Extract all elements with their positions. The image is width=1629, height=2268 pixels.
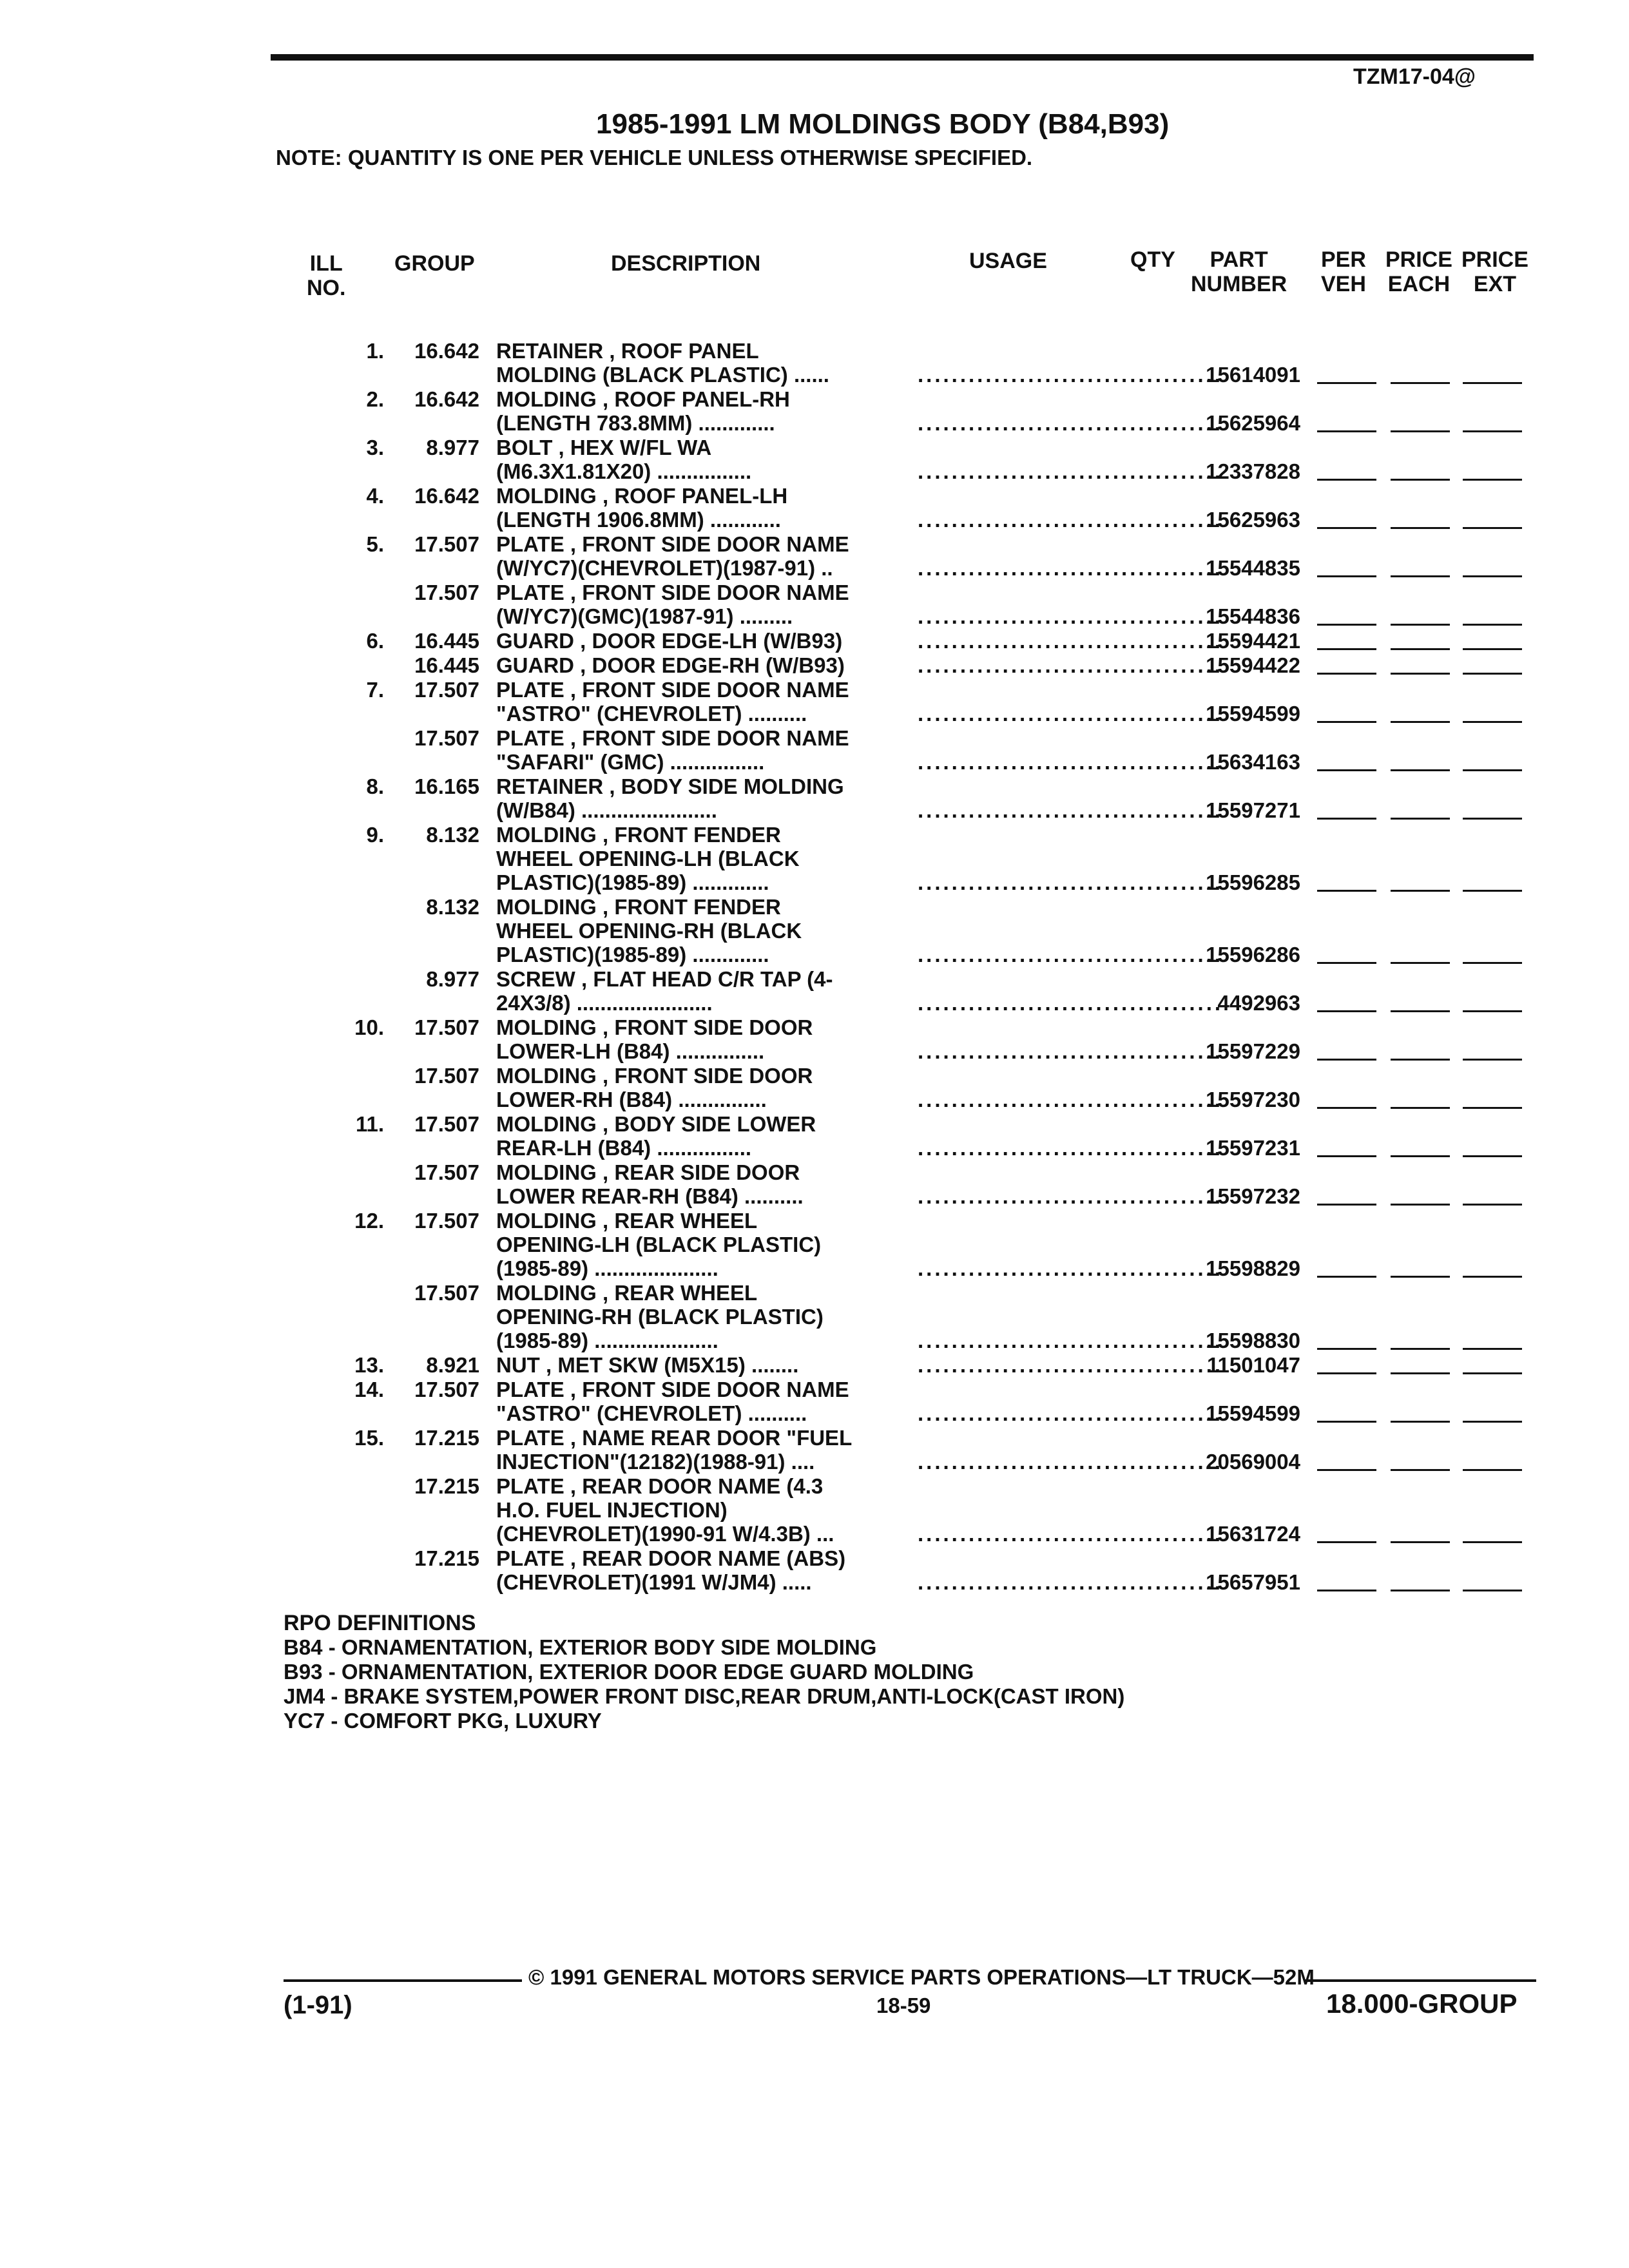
- part-number: 15625964: [1206, 411, 1300, 435]
- price-ext-blank: [1463, 1421, 1522, 1423]
- part-row: [0, 1281, 1629, 1352]
- part-name: MOLDING: [496, 387, 597, 411]
- part-detail: , DOOR EDGE-RH (W/B93): [580, 653, 845, 677]
- part-detail: , FLAT HEAD C/R TAP (4- 24X3/8) .......................: [496, 967, 833, 1015]
- per-veh-blank: [1317, 769, 1376, 771]
- part-detail: , FRONT SIDE DOOR NAME "ASTRO" (CHEVROLET) ..........: [496, 678, 849, 726]
- per-veh-blank: [1317, 430, 1376, 432]
- usage-leader-dots: ....................................: [918, 943, 1224, 966]
- ill-number: 15.: [354, 1426, 384, 1450]
- usage-leader-dots: ....................................: [918, 604, 1224, 628]
- part-detail: , FRONT SIDE DOOR NAME "SAFARI" (GMC) ................: [496, 726, 849, 774]
- usage-leader-dots: ....................................: [918, 1136, 1224, 1160]
- part-detail: , BODY SIDE LOWER REAR-LH (B84) ................: [496, 1112, 816, 1160]
- group-number: 17.507: [414, 532, 479, 556]
- usage-leader-dots: ....................................: [918, 991, 1224, 1015]
- part-detail: , FRONT SIDE DOOR NAME (W/YC7)(CHEVROLET)(1987-91) ..: [496, 532, 849, 580]
- ill-number: 7.: [366, 678, 384, 702]
- ill-number: 8.: [366, 774, 384, 798]
- part-detail: , FRONT SIDE DOOR NAME (W/YC7)(GMC)(1987-91) .........: [496, 581, 849, 628]
- part-number: 4492963: [1217, 991, 1300, 1015]
- part-description: [496, 1064, 813, 1111]
- part-detail: , BODY SIDE MOLDING (W/B84) .......................: [496, 774, 844, 822]
- usage-leader-dots: ....................................: [918, 363, 1224, 387]
- group-number: 16.642: [414, 339, 479, 363]
- ill-number: 13.: [354, 1353, 384, 1377]
- part-detail: , REAR WHEEL OPENING-LH (BLACK PLASTIC) (1985-89) .....................: [496, 1209, 822, 1280]
- usage-leader-dots: ....................................: [918, 798, 1224, 822]
- price-each-blank: [1391, 1590, 1450, 1591]
- ill-number: 5.: [366, 532, 384, 556]
- price-each-blank: [1391, 1010, 1450, 1012]
- per-veh-blank: [1317, 1107, 1376, 1109]
- part-row: [0, 1015, 1629, 1063]
- part-description: [496, 1281, 824, 1352]
- part-detail: , ROOF PANEL-RH (LENGTH 783.8MM) .............: [496, 387, 790, 435]
- part-row: [0, 774, 1629, 822]
- part-name: RETAINER: [496, 774, 604, 798]
- part-number: 15598829: [1206, 1256, 1300, 1280]
- part-number: 11501047: [1206, 1353, 1300, 1377]
- part-row: [0, 387, 1629, 435]
- price-ext-blank: [1463, 1541, 1522, 1543]
- price-ext-blank: [1463, 648, 1522, 650]
- price-ext-blank: [1463, 890, 1522, 892]
- part-detail: , NAME REAR DOOR "FUEL INJECTION"(12182)(1988-91) ....: [496, 1426, 853, 1474]
- part-description: [496, 1160, 804, 1208]
- per-veh-blank: [1317, 624, 1376, 626]
- part-name: SCREW: [496, 967, 575, 991]
- group-number: 16.642: [414, 387, 479, 411]
- part-row: [0, 653, 1629, 677]
- price-each-blank: [1391, 648, 1450, 650]
- part-row: [0, 967, 1629, 1015]
- part-name: GUARD: [496, 629, 574, 653]
- price-ext-blank: [1463, 1590, 1522, 1591]
- part-number: 15597232: [1206, 1184, 1300, 1208]
- price-ext-blank: [1463, 769, 1522, 771]
- part-description: [496, 823, 800, 894]
- part-description: [496, 581, 849, 628]
- group-number: 17.507: [414, 726, 479, 750]
- part-name: MOLDING: [496, 1209, 597, 1233]
- quantity-note: NOTE: QUANTITY IS ONE PER VEHICLE UNLESS OTHERWISE SPECIFIED.: [276, 146, 1033, 169]
- header-qty: QTY: [1130, 247, 1175, 272]
- part-name: MOLDING: [496, 823, 597, 847]
- price-ext-blank: [1463, 1155, 1522, 1157]
- part-row: [0, 1426, 1629, 1474]
- part-description: [496, 532, 849, 580]
- part-number: 20569004: [1206, 1450, 1300, 1474]
- part-detail: , REAR DOOR NAME (ABS) (CHEVROLET)(1991 W/JM4) .....: [496, 1546, 846, 1594]
- part-name: PLATE: [496, 1546, 564, 1570]
- header-description: DESCRIPTION: [611, 251, 761, 276]
- usage-leader-dots: ....................................: [918, 870, 1224, 894]
- usage-leader-dots: ....................................: [918, 1329, 1224, 1352]
- part-description: [496, 774, 844, 822]
- part-row: [0, 436, 1629, 483]
- group-number: 16.642: [414, 484, 479, 508]
- usage-leader-dots: ....................................: [918, 556, 1224, 580]
- ill-number: 14.: [354, 1378, 384, 1401]
- part-name: PLATE: [496, 1426, 564, 1450]
- part-row: [0, 1064, 1629, 1111]
- part-detail: , MET SKW (M5X15) ........: [546, 1353, 799, 1377]
- part-name: RETAINER: [496, 339, 604, 363]
- part-description: [496, 1015, 813, 1063]
- header-price-each: PRICE EACH: [1385, 247, 1452, 296]
- per-veh-blank: [1317, 1059, 1376, 1061]
- part-row: [0, 895, 1629, 966]
- part-row: [0, 484, 1629, 532]
- part-number: 15597230: [1206, 1088, 1300, 1111]
- part-number: 12337828: [1206, 459, 1300, 483]
- per-veh-blank: [1317, 1204, 1376, 1206]
- part-description: [496, 629, 842, 653]
- part-detail: , ROOF PANEL-LH (LENGTH 1906.8MM) ............: [496, 484, 788, 532]
- part-description: [496, 1112, 816, 1160]
- part-number: 15598830: [1206, 1329, 1300, 1352]
- part-row: [0, 1160, 1629, 1208]
- rpo-item: B93 - ORNAMENTATION, EXTERIOR DOOR EDGE GUARD MOLDING: [284, 1660, 974, 1684]
- per-veh-blank: [1317, 1348, 1376, 1350]
- usage-leader-dots: ....................................: [918, 508, 1224, 532]
- per-veh-blank: [1317, 1541, 1376, 1543]
- per-veh-blank: [1317, 818, 1376, 820]
- price-each-blank: [1391, 1107, 1450, 1109]
- part-row: [0, 1378, 1629, 1425]
- part-description: [496, 436, 751, 483]
- ill-number: 6.: [366, 629, 384, 653]
- group-number: 8.921: [426, 1353, 479, 1377]
- part-row: [0, 726, 1629, 774]
- part-row: [0, 823, 1629, 894]
- footer-rule-left: [284, 1979, 522, 1982]
- part-name: MOLDING: [496, 484, 597, 508]
- part-number: 15597229: [1206, 1039, 1300, 1063]
- price-each-blank: [1391, 1276, 1450, 1278]
- price-each-blank: [1391, 575, 1450, 577]
- part-description: [496, 895, 802, 966]
- group-number: 17.215: [414, 1474, 479, 1498]
- part-number: 15594599: [1206, 1401, 1300, 1425]
- price-each-blank: [1391, 1469, 1450, 1471]
- price-ext-blank: [1463, 1276, 1522, 1278]
- part-number: 15597271: [1206, 798, 1300, 822]
- group-number: 17.215: [414, 1426, 479, 1450]
- part-number: 15596285: [1206, 870, 1300, 894]
- footer-rule-right: [1304, 1979, 1536, 1982]
- group-number: 8.132: [426, 823, 479, 847]
- ill-number: 2.: [366, 387, 384, 411]
- part-row: [0, 1353, 1629, 1377]
- price-ext-blank: [1463, 1107, 1522, 1109]
- part-number: 15614091: [1206, 363, 1300, 387]
- per-veh-blank: [1317, 1276, 1376, 1278]
- usage-leader-dots: ....................................: [918, 1088, 1224, 1111]
- ill-number: 3.: [366, 436, 384, 459]
- part-name: NUT: [496, 1353, 540, 1377]
- price-ext-blank: [1463, 1204, 1522, 1206]
- rpo-definitions: [284, 1611, 1124, 1733]
- part-row: [0, 1546, 1629, 1594]
- price-ext-blank: [1463, 1010, 1522, 1012]
- group-number: 17.507: [414, 1281, 479, 1305]
- price-ext-blank: [1463, 624, 1522, 626]
- price-ext-blank: [1463, 1372, 1522, 1374]
- price-each-blank: [1391, 673, 1450, 675]
- part-name: BOLT: [496, 436, 553, 459]
- part-name: PLATE: [496, 1474, 564, 1498]
- per-veh-blank: [1317, 962, 1376, 964]
- group-number: 17.507: [414, 1112, 479, 1136]
- header-usage: USAGE: [969, 249, 1047, 273]
- price-each-blank: [1391, 1541, 1450, 1543]
- price-each-blank: [1391, 1204, 1450, 1206]
- usage-leader-dots: ....................................: [918, 653, 1224, 677]
- per-veh-blank: [1317, 479, 1376, 481]
- part-detail: , HEX W/FL WA (M6.3X1.81X20) ................: [496, 436, 752, 483]
- per-veh-blank: [1317, 890, 1376, 892]
- per-veh-blank: [1317, 648, 1376, 650]
- group-number: 8.132: [426, 895, 479, 919]
- price-each-blank: [1391, 430, 1450, 432]
- usage-leader-dots: ....................................: [918, 1039, 1224, 1063]
- ill-number: 4.: [366, 484, 384, 508]
- price-ext-blank: [1463, 1059, 1522, 1061]
- price-ext-blank: [1463, 527, 1522, 529]
- part-number: 15594422: [1206, 653, 1300, 677]
- part-number: 15634163: [1206, 750, 1300, 774]
- usage-leader-dots: ....................................: [918, 1353, 1224, 1377]
- part-description: [496, 1474, 834, 1546]
- ill-number: 10.: [354, 1015, 384, 1039]
- group-code: 18.000-GROUP: [1326, 1988, 1518, 2019]
- part-name: PLATE: [496, 678, 564, 702]
- price-each-blank: [1391, 1059, 1450, 1061]
- rpo-item: JM4 - BRAKE SYSTEM,POWER FRONT DISC,REAR DRUM,ANTI-LOCK(CAST IRON): [284, 1684, 1125, 1708]
- header-ill-no: ILL NO.: [307, 251, 346, 300]
- part-detail: , FRONT FENDER WHEEL OPENING-LH (BLACK PLASTIC)(1985-89) .............: [496, 823, 800, 894]
- price-each-blank: [1391, 721, 1450, 723]
- per-veh-blank: [1317, 673, 1376, 675]
- rpo-list: [284, 1635, 1124, 1733]
- part-number: 15625963: [1206, 508, 1300, 532]
- ill-number: 12.: [354, 1209, 384, 1233]
- group-number: 17.507: [414, 581, 479, 604]
- price-ext-blank: [1463, 673, 1522, 675]
- part-row: [0, 1209, 1629, 1280]
- part-detail: , DOOR EDGE-LH (W/B93): [580, 629, 843, 653]
- group-number: 8.977: [426, 967, 479, 991]
- usage-leader-dots: ....................................: [918, 1570, 1224, 1594]
- part-description: [496, 339, 829, 387]
- part-row: [0, 629, 1629, 653]
- page-title: 1985-1991 LM MOLDINGS BODY (B84,B93): [596, 108, 1170, 140]
- doc-code: TZM17-04@: [1353, 64, 1476, 89]
- price-ext-blank: [1463, 382, 1522, 384]
- price-each-blank: [1391, 624, 1450, 626]
- part-description: [496, 967, 833, 1015]
- part-number: 15597231: [1206, 1136, 1300, 1160]
- part-row: [0, 532, 1629, 580]
- usage-leader-dots: ....................................: [918, 702, 1224, 726]
- part-description: [496, 387, 790, 435]
- group-number: 16.165: [414, 774, 479, 798]
- part-row: [0, 1474, 1629, 1546]
- per-veh-blank: [1317, 1590, 1376, 1591]
- price-each-blank: [1391, 962, 1450, 964]
- price-ext-blank: [1463, 721, 1522, 723]
- part-number: 15657951: [1206, 1570, 1300, 1594]
- part-name: MOLDING: [496, 1281, 597, 1305]
- price-each-blank: [1391, 527, 1450, 529]
- group-number: 16.445: [414, 629, 479, 653]
- price-each-blank: [1391, 1372, 1450, 1374]
- group-number: 16.445: [414, 653, 479, 677]
- part-number: 15631724: [1206, 1522, 1300, 1546]
- per-veh-blank: [1317, 527, 1376, 529]
- per-veh-blank: [1317, 382, 1376, 384]
- per-veh-blank: [1317, 1469, 1376, 1471]
- part-description: [496, 1209, 821, 1280]
- part-row: [0, 581, 1629, 628]
- part-name: PLATE: [496, 532, 564, 556]
- ill-number: 1.: [366, 339, 384, 363]
- usage-leader-dots: ....................................: [918, 1184, 1224, 1208]
- usage-leader-dots: ....................................: [918, 1522, 1224, 1546]
- part-name: PLATE: [496, 726, 564, 750]
- price-each-blank: [1391, 1155, 1450, 1157]
- part-description: [496, 1353, 798, 1377]
- part-description: [496, 1426, 852, 1474]
- header-group: GROUP: [394, 251, 475, 276]
- part-number: 15594599: [1206, 702, 1300, 726]
- part-name: MOLDING: [496, 1015, 597, 1039]
- price-each-blank: [1391, 1421, 1450, 1423]
- part-number: 15596286: [1206, 943, 1300, 966]
- part-name: MOLDING: [496, 895, 597, 919]
- usage-leader-dots: ....................................: [918, 1256, 1224, 1280]
- part-detail: , FRONT FENDER WHEEL OPENING-RH (BLACK PLASTIC)(1985-89) .............: [496, 895, 802, 966]
- per-veh-blank: [1317, 1372, 1376, 1374]
- part-number: 15544836: [1206, 604, 1300, 628]
- usage-leader-dots: ....................................: [918, 750, 1224, 774]
- group-number: 8.977: [426, 436, 479, 459]
- group-number: 17.507: [414, 1064, 479, 1088]
- part-description: [496, 484, 787, 532]
- page-number: 18-59: [876, 1994, 931, 2017]
- copyright-notice: © 1991 GENERAL MOTORS SERVICE PARTS OPERATIONS—LT TRUCK—52M: [528, 1965, 1315, 1989]
- part-detail: , ROOF PANEL MOLDING (BLACK PLASTIC) ......: [496, 339, 829, 387]
- part-name: MOLDING: [496, 1064, 597, 1088]
- part-detail: , FRONT SIDE DOOR NAME "ASTRO" (CHEVROLET) ..........: [496, 1378, 849, 1425]
- per-veh-blank: [1317, 721, 1376, 723]
- rpo-item: B84 - ORNAMENTATION, EXTERIOR BODY SIDE MOLDING: [284, 1635, 877, 1659]
- part-row: [0, 1112, 1629, 1160]
- part-row: [0, 678, 1629, 726]
- part-description: [496, 1378, 849, 1425]
- part-row: [0, 339, 1629, 387]
- header-price-ext: PRICE EXT: [1461, 247, 1528, 296]
- rpo-item: YC7 - COMFORT PKG, LUXURY: [284, 1709, 602, 1733]
- page-code: (1-91): [284, 1991, 352, 2019]
- part-detail: , REAR SIDE DOOR LOWER REAR-RH (B84) ..........: [496, 1160, 804, 1208]
- usage-leader-dots: ....................................: [918, 1450, 1224, 1474]
- part-name: MOLDING: [496, 1160, 597, 1184]
- part-name: PLATE: [496, 1378, 564, 1401]
- per-veh-blank: [1317, 1155, 1376, 1157]
- part-number: 15594421: [1206, 629, 1300, 653]
- part-name: PLATE: [496, 581, 564, 604]
- ill-number: 9.: [366, 823, 384, 847]
- part-description: [496, 1546, 845, 1594]
- group-number: 17.507: [414, 1378, 479, 1401]
- group-number: 17.507: [414, 678, 479, 702]
- header-part-number: PART NUMBER: [1191, 247, 1287, 296]
- part-detail: , REAR DOOR NAME (4.3 H.O. FUEL INJECTION) (CHEVROLET)(1990-91 W/4.3B) ...: [496, 1474, 834, 1546]
- part-detail: , FRONT SIDE DOOR LOWER-LH (B84) ...............: [496, 1015, 813, 1063]
- per-veh-blank: [1317, 575, 1376, 577]
- price-each-blank: [1391, 890, 1450, 892]
- header-per-veh: PER VEH: [1321, 247, 1366, 296]
- price-each-blank: [1391, 818, 1450, 820]
- group-number: 17.507: [414, 1015, 479, 1039]
- price-each-blank: [1391, 382, 1450, 384]
- group-number: 17.507: [414, 1209, 479, 1233]
- price-ext-blank: [1463, 479, 1522, 481]
- usage-leader-dots: ....................................: [918, 459, 1224, 483]
- usage-leader-dots: ....................................: [918, 1401, 1224, 1425]
- usage-leader-dots: ....................................: [918, 629, 1224, 653]
- group-number: 17.215: [414, 1546, 479, 1570]
- price-each-blank: [1391, 479, 1450, 481]
- part-detail: , REAR WHEEL OPENING-RH (BLACK PLASTIC) (1985-89) .....................: [496, 1281, 824, 1352]
- part-description: [496, 678, 849, 726]
- price-ext-blank: [1463, 818, 1522, 820]
- part-description: [496, 653, 845, 677]
- price-ext-blank: [1463, 575, 1522, 577]
- part-name: GUARD: [496, 653, 574, 677]
- per-veh-blank: [1317, 1421, 1376, 1423]
- part-detail: , FRONT SIDE DOOR LOWER-RH (B84) ...............: [496, 1064, 813, 1111]
- per-veh-blank: [1317, 1010, 1376, 1012]
- usage-leader-dots: ....................................: [918, 411, 1224, 435]
- price-each-blank: [1391, 769, 1450, 771]
- part-name: MOLDING: [496, 1112, 597, 1136]
- price-ext-blank: [1463, 1348, 1522, 1350]
- part-number: 15544835: [1206, 556, 1300, 580]
- group-number: 17.507: [414, 1160, 479, 1184]
- price-each-blank: [1391, 1348, 1450, 1350]
- price-ext-blank: [1463, 430, 1522, 432]
- part-description: [496, 726, 849, 774]
- price-ext-blank: [1463, 1469, 1522, 1471]
- rpo-heading: RPO DEFINITIONS: [284, 1611, 476, 1635]
- ill-number: 11.: [355, 1112, 384, 1136]
- price-ext-blank: [1463, 962, 1522, 964]
